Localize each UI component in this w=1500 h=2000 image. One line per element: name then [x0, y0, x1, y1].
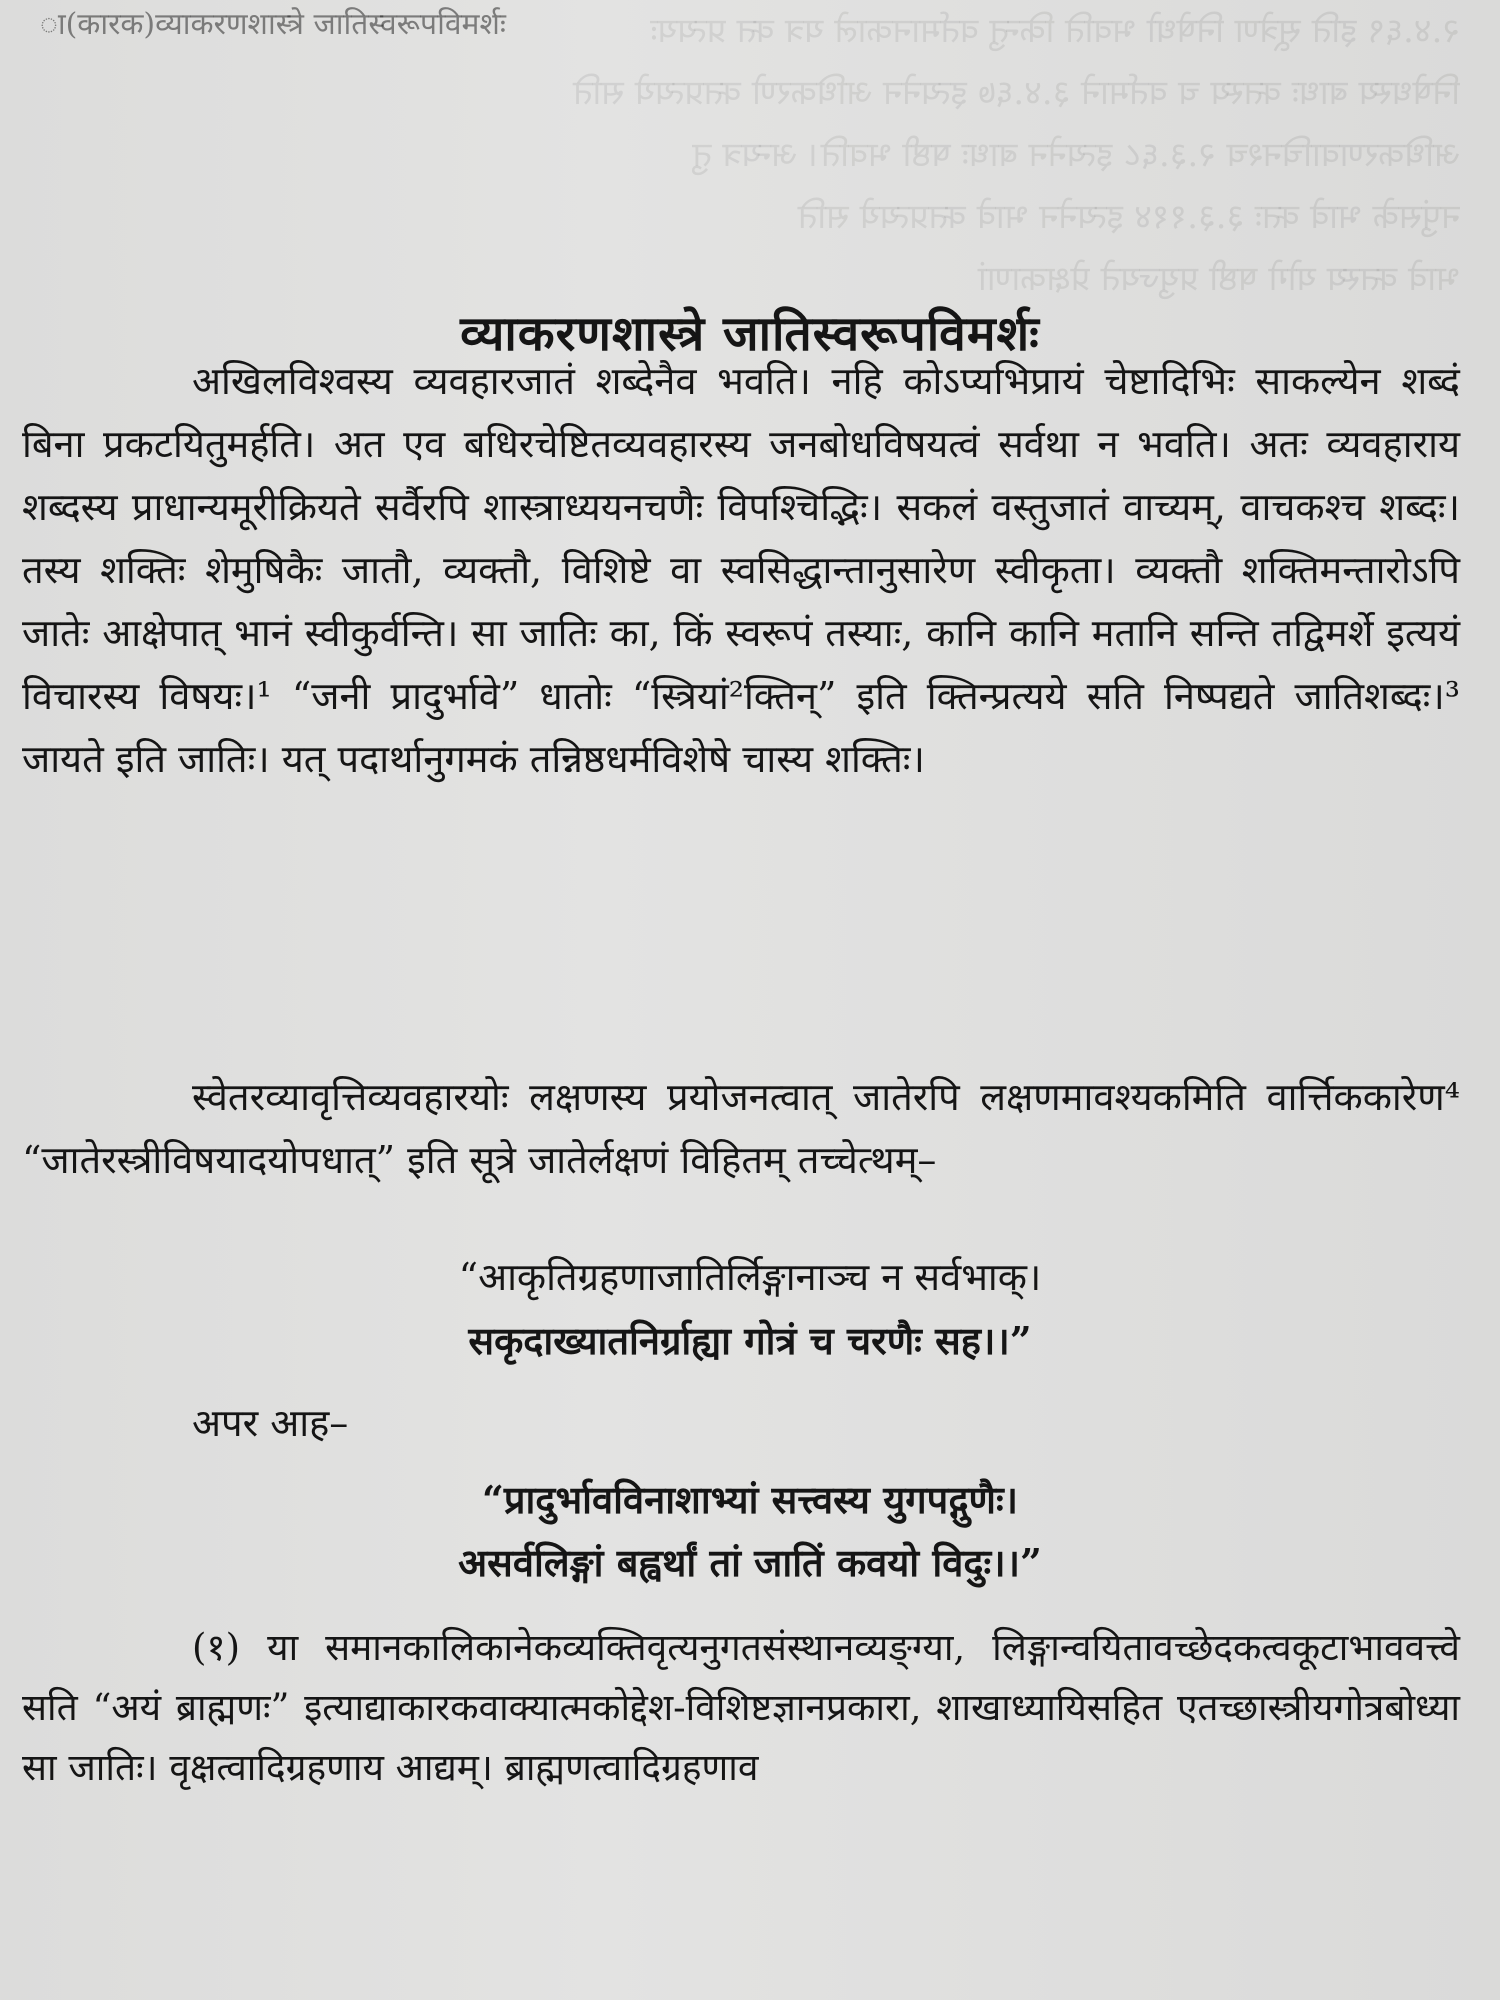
paragraph-1-text: अखिलविश्वस्य व्यवहारजातं शब्देनैव भवति। नहि कोऽप्यभिप्रायं चेष्टादिभिः साकल्येन शब्दं बिना प्रकटयितुमर्हति। अत एव बधिरचेष्टितव्यवहारस्य जनबोधविषयत्वं सर्वथा न भवति। अतः व्यवहाराय शब्दस्य प्राधान्यमूरीक्रियते सर्वैरपि शास्त्राध्ययनचणैः विपश्चिद्भिः। सकलं वस्तुजातं वाच्यम्, वाचकश्च शब्दः। तस्य शक्तिः शेमुषिकैः जातौ, व्यक्तौ, विशिष्टे वा स्वसिद्धान्तानुसारेण स्वीकृता। व्यक्तौ शक्तिमन्तारोऽपि जातेः आक्षेपात् भानं स्वीकुर्वन्ति। सा जातिः का, किं स्वरूपं तस्याः, कानि कानि मतानि सन्ति तद्विमर्शे इत्ययं विचारस्य विषयः।¹ “जनी प्रादुर्भावे” धातोः “स्त्रियां²क्तिन्” इति क्तिन्प्रत्यये सति निष्पद्यते जातिशब्दः।³ जायते इति जातिः। यत् पदार्थानुगमकं तन्निष्ठधर्मविशेषे चास्य शक्तिः।: [22, 359, 1460, 781]
paragraph-3: [22, 1392, 1460, 1455]
verse-1-line-2: सकृदाख्यातनिर्ग्राह्या गोत्रं च चरणैः सह।।”: [468, 1318, 1032, 1363]
verse-1: [0, 1246, 1500, 1372]
paragraph-2-text: स्वेतरव्यावृत्तिव्यवहारयोः लक्षणस्य प्रयोजनत्वात् जातेरपि लक्षणमावश्यकमिति वार्त्तिककारेण⁴ “जातेरस्त्रीविषयादयोपधात्” इति सूत्रे जातेर्लक्षणं विहितम् तच्चेत्थम्–: [22, 1075, 1460, 1182]
paragraph-3-text: अपर आह–: [192, 1401, 349, 1445]
paragraph-1: [22, 350, 1460, 791]
footnote-1: [22, 1618, 1460, 1798]
page-title: व्याकरणशास्त्रे जातिस्वरूपविमर्शः: [460, 306, 1040, 362]
verse-2-line-1: “प्रादुर्भावविनाशाभ्यां सत्त्वस्य युगपद्गुणैः।: [481, 1477, 1019, 1522]
verse-2-line-2: असर्वलिङ्गां बह्वर्थां तां जातिं कवयो विदुः।।”: [458, 1540, 1042, 1585]
verse-1-line-1: “आकृतिग्रहणाजातिर्लिङ्गानाञ्च न सर्वभाक्।: [458, 1255, 1042, 1299]
paragraph-2: [22, 1066, 1460, 1192]
footnote-1-text: (१) या समानकालिकानेकव्यक्तिवृत्यनुगतसंस्थानव्यङ्ग्या, लिङ्गान्वयितावच्छेदकत्वकूटाभाववत्त्वे सति “अयं ब्राह्मणः” इत्याद्याकारकवाक्यात्मकोद्देश-विशिष्टज्ञानप्रकारा, शाखाध्यायिसहित एतच्छास्त्रीयगोत्रबोध्या सा जातिः। वृक्षत्वादिग्रहणाय आद्यम्। ब्राह्मणत्वादिग्रहणाव: [22, 1626, 1460, 1789]
verse-2: [0, 1468, 1500, 1594]
running-head: ा(कारक)व्याकरणशास्त्रे जातिस्वरूपविमर्शः: [40, 7, 506, 42]
bleed-through-texture: २.४.६९ इति सूत्रेण निषेधो भवति किन्तु वर्तमानकाले यत्र क्त प्रत्ययः निषेधस्य बाधः क्तस्य च वर्तमाने ३.४.६७ इत्यनेन अधिकरणे क्तप्रत्यये सति अधिकरणवाचिनश्च २.३.६८ इत्यनेन बाधः षष्ठी भवति। अन्यत्र तु नपुंसके भावे क्तः ३.३.११४ इत्यनेन भावे क्तप्रत्यये सति भावे क्तस्य योगे षष्ठी प्रयुज्यते प्रेक्षकाणां: [573, 11, 1460, 299]
